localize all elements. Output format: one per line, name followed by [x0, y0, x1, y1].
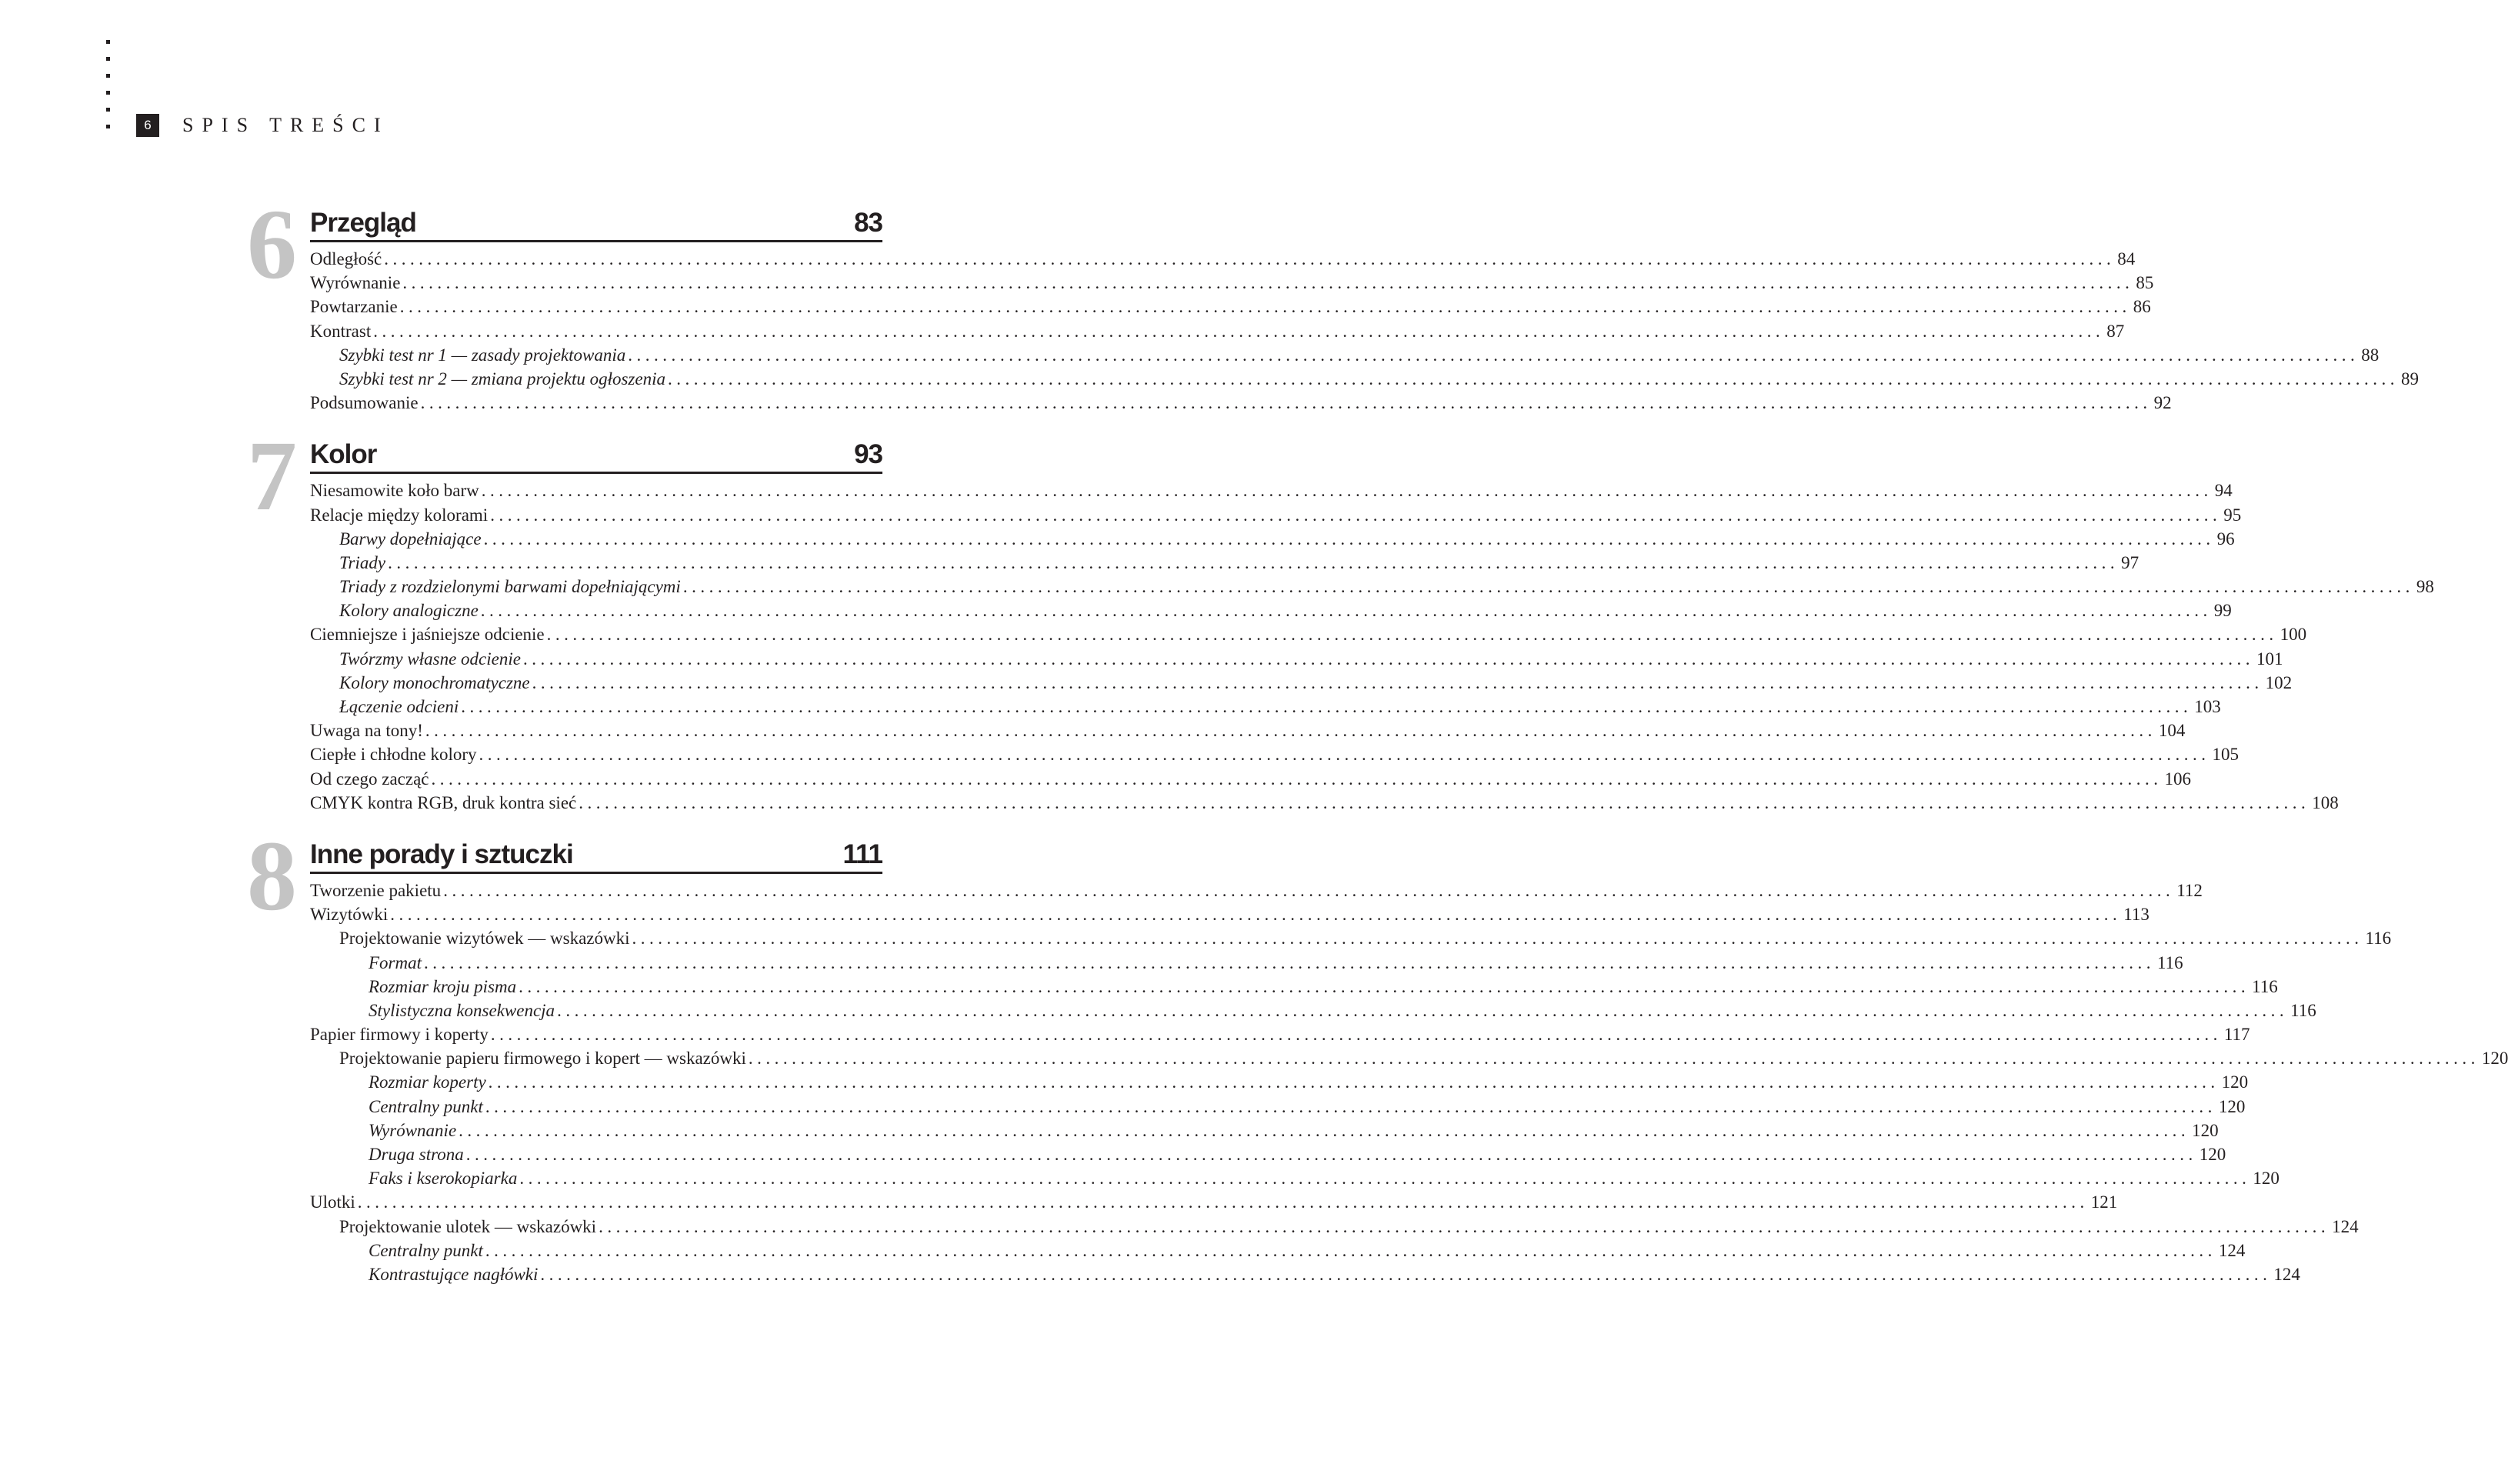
entry-page: 116 [2252, 976, 2278, 996]
entry-page: 84 [2117, 249, 2136, 268]
margin-dot [106, 125, 110, 128]
chapter-number: 6 [247, 189, 297, 300]
dot-leader: ........................................................................................................................................................................................................ [357, 1192, 2089, 1212]
entry-title: Kontrastujące nagłówki [369, 1264, 539, 1284]
toc-entry[interactable] [310, 999, 2316, 1022]
toc-entry[interactable] [310, 551, 2139, 575]
dot-leader: ........................................................................................................................................................................................................ [402, 273, 2134, 293]
entry-page: 96 [2216, 529, 2235, 549]
toc-entry[interactable] [310, 695, 2221, 719]
dot-leader: ........................................................................................................................................................................................................ [420, 393, 2152, 413]
entry-page: 120 [2221, 1072, 2249, 1092]
entry-page: 88 [2361, 345, 2380, 365]
dot-leader: ........................................................................................................................................................................................................ [628, 345, 2360, 365]
toc-entry[interactable] [310, 1239, 2246, 1262]
page-number-badge: 6 [136, 114, 159, 137]
dot-leader: ........................................................................................................................................................................................................ [425, 721, 2156, 741]
entry-title: Projektowanie wizytówek — wskazówki [339, 929, 630, 949]
toc-entry[interactable] [310, 479, 2233, 502]
entry-title: Wyrównanie [310, 273, 401, 293]
toc-entry[interactable] [310, 647, 2283, 671]
entry-title: Centralny punkt [369, 1240, 483, 1260]
entry-title: Szybki test nr 1 — zasady projektowania [339, 345, 626, 365]
chapter-heading[interactable] [310, 833, 882, 874]
entry-title: Kolory analogiczne [339, 601, 479, 621]
toc-entry[interactable] [310, 599, 2232, 622]
margin-dot [106, 57, 110, 61]
running-header [136, 113, 389, 138]
entry-title: Ciemniejsze i jaśniejsze odcienie [310, 625, 545, 645]
entry-title: Od czego zacząć [310, 769, 429, 789]
dot-leader: ........................................................................................................................................................................................................ [481, 481, 2213, 501]
dot-leader: ........................................................................................................................................................................................................ [540, 1264, 2272, 1284]
entry-page: 124 [2218, 1240, 2246, 1260]
entry-title: Kolory monochromatyczne [339, 672, 530, 692]
dot-leader: ........................................................................................................................................................................................................ [579, 792, 2310, 812]
margin-dots [106, 40, 112, 142]
entry-page: 120 [2253, 1169, 2280, 1189]
entry-page: 89 [2400, 368, 2419, 389]
dot-leader: ........................................................................................................................................................................................................ [485, 1096, 2216, 1116]
entry-title: Twórzmy własne odcienie [339, 649, 521, 669]
margin-dot [106, 74, 110, 78]
dot-leader: ........................................................................................................................................................................................................ [546, 625, 2278, 645]
dot-leader: ........................................................................................................................................................................................................ [599, 1216, 2330, 1236]
entry-title: Wizytówki [310, 905, 389, 925]
toc-entry[interactable] [310, 951, 2183, 975]
toc-entry[interactable] [310, 1119, 2219, 1142]
entry-page: 95 [2223, 505, 2242, 525]
chapter-number: 7 [247, 421, 297, 532]
dot-leader: ........................................................................................................................................................................................................ [373, 321, 2105, 341]
chapter-page: 83 [854, 208, 882, 238]
entry-page: 97 [2121, 552, 2139, 572]
entry-page: 92 [2153, 393, 2172, 413]
entry-title: Kontrast [310, 321, 372, 341]
dot-leader: ........................................................................................................................................................................................................ [459, 1120, 2190, 1140]
entry-title: Rozmiar kroju pisma [369, 976, 517, 996]
toc-entry[interactable] [310, 1215, 2359, 1239]
dot-leader: ........................................................................................................................................................................................................ [465, 1145, 2197, 1164]
entry-list [310, 479, 2434, 815]
entry-page: 86 [2133, 297, 2151, 317]
toc-entry[interactable] [310, 319, 2125, 343]
dot-leader: ........................................................................................................................................................................................................ [390, 905, 2122, 925]
dot-leader: ........................................................................................................................................................................................................ [532, 672, 2263, 692]
dot-leader: ........................................................................................................................................................................................................ [488, 1072, 2220, 1092]
entry-list [310, 879, 2508, 1286]
chapter-section [247, 820, 2508, 1286]
toc-entry[interactable] [310, 343, 2380, 367]
chapter-section [247, 189, 2419, 415]
toc-entry[interactable] [310, 1046, 2508, 1070]
entry-page: 116 [2157, 952, 2183, 972]
entry-list [310, 247, 2419, 415]
margin-dot [106, 40, 110, 44]
entry-page: 106 [2164, 769, 2191, 789]
dot-leader: ........................................................................................................................................................................................................ [485, 1240, 2216, 1260]
entry-title: Stylistyczna konsekwencja [369, 1000, 555, 1020]
toc-entry[interactable] [310, 671, 2293, 695]
toc-entry[interactable] [310, 575, 2434, 599]
entry-title: Szybki test nr 2 — zmiana projektu ogłoszenia [339, 368, 665, 389]
toc-entry[interactable] [310, 1070, 2249, 1094]
toc-entry[interactable] [310, 719, 2186, 742]
entry-page: 116 [2365, 929, 2392, 949]
toc-entry[interactable] [310, 503, 2242, 527]
entry-page: 94 [2214, 481, 2233, 501]
entry-page: 116 [2290, 1000, 2316, 1020]
entry-page: 121 [2090, 1192, 2118, 1212]
dot-leader: ........................................................................................................................................................................................................ [424, 952, 2155, 972]
entry-title: Niesamowite koło barw [310, 481, 479, 501]
entry-title: Druga strona [369, 1145, 464, 1164]
entry-page: 124 [2332, 1216, 2359, 1236]
toc-entry[interactable] [310, 975, 2278, 999]
dot-leader: ........................................................................................................................................................................................................ [483, 529, 2215, 549]
entry-page: 98 [2416, 577, 2434, 597]
dot-leader: ........................................................................................................................................................................................................ [632, 929, 2363, 949]
dot-leader: ........................................................................................................................................................................................................ [490, 1025, 2222, 1045]
toc-entry[interactable] [310, 271, 2154, 295]
toc-entry[interactable] [310, 902, 2149, 926]
chapter-page: 93 [854, 439, 882, 470]
entry-title: Powtarzanie [310, 297, 398, 317]
entry-page: 102 [2265, 672, 2293, 692]
dot-leader: ........................................................................................................................................................................................................ [479, 745, 2210, 765]
toc-entry[interactable] [310, 391, 2172, 415]
entry-page: 120 [2199, 1145, 2226, 1164]
toc-entry[interactable] [310, 1022, 2250, 1046]
entry-title: Projektowanie ulotek — wskazówki [339, 1216, 597, 1236]
entry-title: Projektowanie papieru firmowego i kopert — wskazówki [339, 1049, 746, 1069]
dot-leader: ........................................................................................................................................................................................................ [480, 601, 2212, 621]
chapter-heading[interactable] [310, 202, 882, 242]
entry-title: Tworzenie pakietu [310, 880, 442, 900]
running-header-title: SPIS TREŚCI [182, 114, 389, 136]
entry-page: 85 [2136, 273, 2154, 293]
entry-title: Centralny punkt [369, 1096, 483, 1116]
toc-entry[interactable] [310, 295, 2151, 318]
chapter-section [247, 421, 2434, 815]
toc-entry[interactable] [310, 767, 2191, 791]
toc-entry[interactable] [310, 1142, 2226, 1166]
entry-page: 104 [2158, 721, 2186, 741]
entry-title: Ciepłe i chłodne kolory [310, 745, 477, 765]
dot-leader: ........................................................................................................................................................................................................ [748, 1049, 2480, 1069]
entry-page: 103 [2194, 697, 2221, 716]
entry-page: 120 [2218, 1096, 2246, 1116]
entry-title: Uwaga na tony! [310, 721, 423, 741]
toc-entry[interactable] [310, 1262, 2300, 1286]
entry-title: Rozmiar koperty [369, 1072, 486, 1092]
toc-entry[interactable] [310, 1095, 2246, 1119]
entry-page: 113 [2123, 905, 2149, 925]
toc-entry[interactable] [310, 367, 2419, 391]
toc-entry[interactable] [310, 791, 2339, 815]
toc-entry[interactable] [310, 527, 2235, 551]
entry-page: 124 [2273, 1264, 2300, 1284]
entry-title: Papier firmowy i koperty [310, 1025, 489, 1045]
entry-title: Łączenie odcieni [339, 697, 459, 716]
entry-title: Format [369, 952, 422, 972]
entry-page: 108 [2312, 792, 2339, 812]
toc-entry[interactable] [310, 1166, 2280, 1190]
entry-page: 120 [2192, 1120, 2219, 1140]
toc-entry[interactable] [310, 622, 2307, 646]
entry-title: Barwy dopełniające [339, 529, 482, 549]
entry-page: 99 [2213, 601, 2232, 621]
chapter-number: 8 [247, 820, 297, 932]
dot-leader: ........................................................................................................................................................................................................ [388, 552, 2119, 572]
chapter-title: Kolor [310, 439, 377, 470]
dot-leader: ........................................................................................................................................................................................................ [384, 249, 2116, 268]
entry-page: 101 [2256, 649, 2283, 669]
dot-leader: ........................................................................................................................................................................................................ [490, 505, 2222, 525]
dot-leader: ........................................................................................................................................................................................................ [682, 577, 2414, 597]
entry-title: Faks i kserokopiarka [369, 1169, 518, 1189]
margin-dot [106, 108, 110, 112]
entry-title: Podsumowanie [310, 393, 419, 413]
dot-leader: ........................................................................................................................................................................................................ [443, 880, 2175, 900]
entry-page: 100 [2280, 625, 2307, 645]
dot-leader: ........................................................................................................................................................................................................ [557, 1000, 2289, 1020]
entry-page: 117 [2223, 1025, 2250, 1045]
entry-page: 105 [2212, 745, 2240, 765]
entry-page: 87 [2106, 321, 2125, 341]
entry-title: Wyrównanie [369, 1120, 457, 1140]
entry-title: CMYK kontra RGB, druk kontra sieć [310, 792, 577, 812]
chapter-title: Inne porady i sztuczki [310, 839, 573, 869]
dot-leader: ........................................................................................................................................................................................................ [461, 697, 2193, 716]
entry-title: Triady z rozdzielonymi barwami dopełniającymi [339, 577, 681, 597]
chapter-page: 111 [842, 839, 882, 869]
dot-leader: ........................................................................................................................................................................................................ [399, 297, 2131, 317]
toc-entry[interactable] [310, 742, 2240, 766]
toc-entry[interactable] [310, 879, 2203, 902]
toc-entry[interactable] [310, 926, 2392, 950]
entry-title: Relacje między kolorami [310, 505, 489, 525]
entry-title: Triady [339, 552, 386, 572]
entry-page: 112 [2176, 880, 2203, 900]
entry-page: 120 [2481, 1049, 2508, 1069]
margin-dot [106, 91, 110, 95]
entry-title: Odległość [310, 249, 382, 268]
dot-leader: ........................................................................................................................................................................................................ [431, 769, 2163, 789]
chapter-title: Przegląd [310, 208, 416, 238]
chapter-heading[interactable] [310, 433, 882, 474]
toc-entry[interactable] [310, 1190, 2118, 1214]
entry-title: Ulotki [310, 1192, 355, 1212]
toc-entry[interactable] [310, 247, 2136, 271]
dot-leader: ........................................................................................................................................................................................................ [667, 368, 2399, 389]
table-of-contents [0, 189, 2508, 1305]
dot-leader: ........................................................................................................................................................................................................ [519, 976, 2250, 996]
dot-leader: ........................................................................................................................................................................................................ [522, 649, 2254, 669]
dot-leader: ........................................................................................................................................................................................................ [519, 1169, 2251, 1189]
